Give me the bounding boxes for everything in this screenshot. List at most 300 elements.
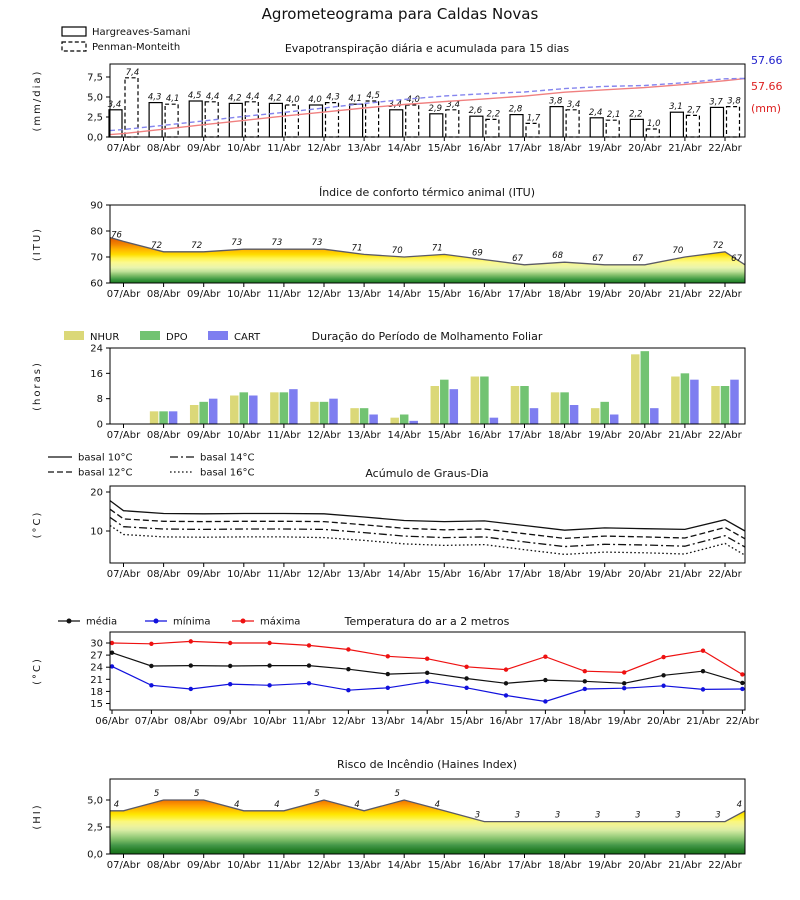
bar <box>369 415 378 425</box>
bar-value-label: 2,2 <box>629 109 643 120</box>
evapo-y-axis-title: (mm/dia) <box>32 69 43 132</box>
x-tick-label: 10/Abr <box>227 143 261 154</box>
legend-swatch <box>62 42 86 51</box>
x-tick-label: 19/Abr <box>587 860 622 871</box>
data-point <box>228 664 232 668</box>
y-tick-label: 90 <box>90 200 103 212</box>
bar <box>727 107 740 137</box>
bar <box>285 105 298 137</box>
legend-swatch <box>62 27 86 36</box>
graus-title: Acúmulo de Graus-Dia <box>365 467 489 480</box>
y-tick-label: 30 <box>90 638 103 650</box>
x-tick-label: 06/Abr <box>95 716 129 727</box>
x-tick-label: 08/Abr <box>146 569 181 580</box>
data-point <box>228 641 232 645</box>
data-point <box>701 687 705 691</box>
legend-marker <box>67 619 72 624</box>
x-tick-label: 15/Abr <box>427 143 462 154</box>
molha-legend <box>64 331 261 343</box>
value-label: 69 <box>471 248 483 259</box>
temp-y-axis-title: (°C) <box>32 657 43 685</box>
right-annotation: 57.66 <box>751 80 783 93</box>
bar <box>591 408 600 424</box>
x-tick-label: 07/Abr <box>106 860 141 871</box>
x-tick-label: 11/Abr <box>267 430 301 441</box>
bar <box>711 107 724 137</box>
data-point <box>425 671 429 675</box>
y-tick-label: 70 <box>90 252 103 264</box>
x-tick-label: 12/Abr <box>307 289 341 300</box>
data-point <box>267 641 271 645</box>
x-tick-label: 19/Abr <box>607 716 641 727</box>
bar <box>390 418 399 424</box>
bar <box>526 123 539 137</box>
y-tick-label: 18 <box>90 686 103 698</box>
y-tick-label: 60 <box>90 278 103 290</box>
x-tick-label: 10/Abr <box>227 860 261 871</box>
data-point <box>504 693 508 697</box>
legend-label: basal 10°C <box>78 452 133 464</box>
bar <box>490 418 499 424</box>
x-tick-label: 21/Abr <box>668 143 702 154</box>
bar-value-label: 2,6 <box>468 106 483 117</box>
bar <box>560 392 569 424</box>
data-point <box>661 673 665 677</box>
bar <box>450 389 459 424</box>
y-tick-label: 2,5 <box>87 822 103 834</box>
x-tick-label: 22/Abr <box>725 716 760 727</box>
x-tick-label: 13/Abr <box>347 860 381 871</box>
value-label: 3 <box>715 810 721 821</box>
legend-label: CART <box>234 332 261 343</box>
bar <box>350 408 359 424</box>
x-tick-label: 18/Abr <box>568 716 602 727</box>
bar-value-label: 1,7 <box>526 113 541 124</box>
x-tick-label: 13/Abr <box>347 569 381 580</box>
bar-value-label: 4,3 <box>147 92 162 103</box>
legend-swatch <box>208 331 228 340</box>
bar-value-label: 3,4 <box>446 99 461 110</box>
legend-marker <box>154 619 159 624</box>
bar <box>169 411 178 424</box>
bar <box>510 115 523 137</box>
y-tick-label: 0 <box>96 419 103 431</box>
x-tick-label: 17/Abr <box>507 860 542 871</box>
x-tick-label: 17/Abr <box>507 430 542 441</box>
data-point <box>622 686 626 690</box>
bar <box>610 415 619 425</box>
haines-area <box>110 800 745 854</box>
molha-title: Duração do Período de Molhamento Foliar <box>311 330 543 343</box>
itu-x-axis <box>107 283 743 300</box>
bar-value-label: 2,1 <box>606 110 621 121</box>
temp-legend <box>58 616 300 628</box>
x-tick-label: 10/Abr <box>227 430 261 441</box>
molha-y-axis-title: (horas) <box>32 361 43 411</box>
bar <box>150 411 159 424</box>
x-tick-label: 22/Abr <box>708 430 742 441</box>
x-tick-label: 11/Abr <box>267 143 301 154</box>
x-tick-label: 18/Abr <box>547 430 582 441</box>
x-tick-label: 15/Abr <box>427 430 462 441</box>
value-label: 5 <box>193 789 200 799</box>
bar-value-label: 2,2 <box>486 109 501 120</box>
value-label: 5 <box>314 789 320 799</box>
bar <box>641 351 650 424</box>
value-label: 67 <box>592 253 604 264</box>
data-point <box>307 681 311 685</box>
bar <box>630 119 643 137</box>
molha-x-axis <box>107 424 743 441</box>
haines-y-axis-title: (HI) <box>32 803 43 830</box>
molha-series-NHUR <box>150 354 720 424</box>
bar <box>289 389 298 424</box>
legend-label: NHUR <box>90 332 120 343</box>
x-tick-label: 07/Abr <box>106 430 141 441</box>
data-point <box>583 687 587 691</box>
x-tick-label: 21/Abr <box>668 569 702 580</box>
bar-value-label: 3,7 <box>709 97 723 108</box>
data-point <box>149 683 153 687</box>
temp-title: Temperatura do ar a 2 metros <box>344 615 510 628</box>
value-label: 4 <box>234 799 240 810</box>
data-point <box>189 687 193 691</box>
bar <box>149 103 162 137</box>
x-tick-label: 14/Abr <box>387 569 421 580</box>
bar <box>470 116 483 137</box>
bar <box>269 103 282 137</box>
panel-evapo <box>32 27 783 154</box>
bar <box>431 386 440 424</box>
x-tick-label: 17/Abr <box>507 569 542 580</box>
y-tick-label: 8 <box>96 394 103 406</box>
legend-label: mínima <box>173 616 211 628</box>
y-tick-label: 16 <box>90 368 103 380</box>
bar <box>329 399 338 424</box>
value-label: 68 <box>552 251 564 262</box>
bar <box>486 119 499 137</box>
x-tick-label: 18/Abr <box>547 569 582 580</box>
legend-label: DPO <box>166 332 188 343</box>
itu-y-axis <box>90 201 110 290</box>
bar <box>671 377 680 425</box>
bar-value-label: 4,0 <box>406 95 420 105</box>
bar-value-label: 3,8 <box>548 96 563 107</box>
bar-value-label: 4,1 <box>348 94 362 105</box>
value-label: 67 <box>512 253 523 264</box>
bar <box>280 392 289 424</box>
graus-y-axis-title: (°C) <box>32 510 43 539</box>
data-point <box>386 672 390 676</box>
bar-value-label: 3,4 <box>107 99 122 110</box>
x-tick-label: 09/Abr <box>213 716 247 727</box>
bar-value-label: 2,9 <box>428 103 443 114</box>
bar <box>159 411 168 424</box>
bar <box>230 396 239 425</box>
bar <box>390 110 403 137</box>
x-tick-label: 19/Abr <box>587 569 622 580</box>
x-tick-label: 16/Abr <box>489 716 523 727</box>
y-tick-label: 24 <box>90 662 103 674</box>
panel-molha <box>32 330 745 441</box>
x-tick-label: 16/Abr <box>467 289 502 300</box>
value-label: 71 <box>431 243 443 254</box>
x-tick-label: 13/Abr <box>371 716 405 727</box>
x-tick-label: 10/Abr <box>227 289 261 300</box>
bar <box>471 377 480 425</box>
haines-title: Risco de Incêndio (Haines Index) <box>336 758 518 771</box>
bar-value-label: 4,2 <box>228 93 242 104</box>
itu-title: Índice de conforto térmico animal (ITU) <box>318 186 536 199</box>
x-tick-label: 08/Abr <box>146 430 181 441</box>
bar-value-label: 3,4 <box>566 99 581 110</box>
legend-label: Penman-Monteith <box>92 42 181 53</box>
legend-swatch <box>140 331 160 340</box>
bar-value-label: 3,8 <box>727 96 741 107</box>
haines-y-axis <box>87 796 110 861</box>
x-tick-label: 12/Abr <box>307 430 341 441</box>
x-tick-label: 22/Abr <box>708 860 742 871</box>
bar <box>606 120 619 137</box>
bar <box>520 386 529 424</box>
x-tick-label: 22/Abr <box>708 143 742 154</box>
data-point <box>701 648 705 652</box>
bar-value-label: 4,1 <box>165 94 180 105</box>
y-tick-label: 7,5 <box>87 72 103 84</box>
x-tick-label: 11/Abr <box>267 569 301 580</box>
y-tick-label: 27 <box>90 650 103 662</box>
value-label: 70 <box>672 246 684 256</box>
x-tick-label: 12/Abr <box>307 860 341 871</box>
figure-title: Agrometeograma para Caldas Novas <box>261 5 539 23</box>
bar <box>440 380 449 424</box>
bar <box>270 392 279 424</box>
bar <box>550 107 563 137</box>
value-label: 4 <box>354 799 360 810</box>
temp-x-axis <box>95 710 760 727</box>
data-point <box>149 664 153 668</box>
x-tick-label: 13/Abr <box>347 289 381 300</box>
data-point <box>228 682 232 686</box>
value-label: 72 <box>712 240 724 251</box>
molha-series-DPO <box>159 351 729 424</box>
bar <box>681 373 690 424</box>
y-tick-label: 2,5 <box>87 112 103 124</box>
panel-temp <box>32 615 760 727</box>
data-point <box>307 643 311 647</box>
right-annotation: 57.66 <box>751 54 783 67</box>
value-label: 4 <box>736 799 742 810</box>
data-point <box>267 683 271 687</box>
bar <box>209 399 218 424</box>
x-tick-label: 08/Abr <box>146 860 181 871</box>
bar <box>249 396 257 425</box>
x-tick-label: 14/Abr <box>410 716 444 727</box>
y-tick-label: 10 <box>90 526 103 538</box>
data-point <box>464 676 468 680</box>
x-tick-label: 12/Abr <box>307 569 341 580</box>
bar <box>590 118 603 137</box>
data-point <box>464 665 468 669</box>
x-tick-label: 15/Abr <box>427 289 462 300</box>
value-label: 5 <box>394 789 400 799</box>
data-point <box>661 684 665 688</box>
value-label: 3 <box>594 810 601 821</box>
bar <box>670 112 683 137</box>
x-tick-label: 07/Abr <box>134 716 169 727</box>
x-tick-label: 19/Abr <box>587 430 622 441</box>
bar <box>189 101 202 137</box>
x-tick-label: 09/Abr <box>186 430 221 441</box>
data-point <box>543 655 547 659</box>
bar-value-label: 2,8 <box>508 104 523 115</box>
x-tick-label: 14/Abr <box>387 860 421 871</box>
bar <box>646 129 659 137</box>
evapo-y-axis <box>87 73 110 144</box>
bar <box>199 402 208 424</box>
value-label: 72 <box>151 240 163 251</box>
data-point <box>425 657 429 661</box>
x-tick-label: 20/Abr <box>628 143 662 154</box>
value-label: 76 <box>111 230 122 241</box>
x-tick-label: 22/Abr <box>708 289 742 300</box>
x-tick-label: 10/Abr <box>252 716 287 727</box>
x-tick-label: 21/Abr <box>668 860 702 871</box>
bar <box>430 114 443 137</box>
temp-series-mínima <box>110 664 745 703</box>
bar <box>165 104 178 137</box>
y-tick-label: 20 <box>90 487 103 499</box>
data-point <box>504 681 508 685</box>
y-tick-label: 0,0 <box>87 132 103 144</box>
data-point <box>425 680 429 684</box>
x-tick-label: 20/Abr <box>628 430 662 441</box>
x-tick-label: 15/Abr <box>427 860 462 871</box>
x-tick-label: 16/Abr <box>467 569 502 580</box>
bar <box>530 408 539 424</box>
data-point <box>583 679 587 683</box>
value-label: 67 <box>632 253 644 264</box>
evapo-x-axis <box>107 137 743 154</box>
itu-area <box>110 238 745 284</box>
x-tick-label: 20/Abr <box>628 860 662 871</box>
x-tick-label: 14/Abr <box>387 430 421 441</box>
x-tick-label: 08/Abr <box>146 143 181 154</box>
itu-y-axis-title: (ITU) <box>32 226 43 262</box>
legend-label: basal 12°C <box>78 467 133 479</box>
data-point <box>346 688 350 692</box>
value-label: 72 <box>191 240 203 251</box>
value-label: 73 <box>271 238 283 249</box>
data-point <box>504 667 508 671</box>
data-point <box>701 669 705 673</box>
molha-series-CART <box>169 380 739 424</box>
x-tick-label: 12/Abr <box>307 143 341 154</box>
data-point <box>307 663 311 667</box>
x-tick-label: 13/Abr <box>347 143 381 154</box>
evapo-legend <box>62 27 190 53</box>
legend-swatch <box>64 331 84 340</box>
bar <box>566 110 579 137</box>
x-tick-label: 07/Abr <box>106 289 141 300</box>
bar-value-label: 2,4 <box>588 107 603 118</box>
graus-frame <box>110 486 745 563</box>
bar-value-label: 3,4 <box>388 99 402 110</box>
value-label: 67 <box>731 253 742 264</box>
x-tick-label: 09/Abr <box>186 569 221 580</box>
x-tick-label: 18/Abr <box>547 289 582 300</box>
bar <box>600 402 609 424</box>
bar <box>631 354 640 424</box>
bar-value-label: 4,4 <box>246 91 260 102</box>
value-label: 4 <box>434 799 441 810</box>
data-point <box>346 667 350 671</box>
bar <box>446 110 459 137</box>
y-tick-label: 21 <box>90 674 103 686</box>
evapo-title: Evapotranspiração diária e acumulada para 15 dias <box>284 42 570 55</box>
molha-y-axis <box>90 344 110 431</box>
legend-label: Hargreaves-Samani <box>92 27 191 38</box>
graus-y-axis <box>90 488 110 538</box>
x-tick-label: 20/Abr <box>628 289 662 300</box>
panel-itu <box>32 186 745 300</box>
value-label: 3 <box>474 810 481 821</box>
bar-value-label: 4,4 <box>205 91 220 102</box>
bar <box>551 392 560 424</box>
right-annotation: (mm) <box>751 102 782 115</box>
data-point <box>740 672 744 676</box>
bar <box>690 380 699 424</box>
x-tick-label: 08/Abr <box>146 289 181 300</box>
value-label: 5 <box>153 789 160 799</box>
bar-value-label: 7,4 <box>125 67 140 78</box>
bar <box>730 380 739 424</box>
data-point <box>622 681 626 685</box>
bar-value-label: 3,1 <box>669 102 683 113</box>
value-label: 3 <box>514 810 521 821</box>
x-tick-label: 22/Abr <box>708 569 742 580</box>
bar <box>711 386 720 424</box>
data-point <box>543 678 547 682</box>
data-point <box>622 670 626 674</box>
data-point <box>267 663 271 667</box>
value-label: 4 <box>113 799 120 810</box>
x-tick-label: 09/Abr <box>186 143 221 154</box>
panel-graus <box>32 453 745 581</box>
data-point <box>661 655 665 659</box>
x-tick-label: 21/Abr <box>686 716 720 727</box>
x-tick-label: 07/Abr <box>106 143 141 154</box>
x-tick-label: 20/Abr <box>628 569 662 580</box>
graus-legend <box>48 453 254 479</box>
bar <box>721 386 730 424</box>
data-point <box>464 686 468 690</box>
x-tick-label: 07/Abr <box>106 569 141 580</box>
x-tick-label: 09/Abr <box>186 860 221 871</box>
temp-y-axis <box>90 639 110 710</box>
bar-value-label: 4,2 <box>268 93 282 104</box>
graus-line-basal 14°C <box>110 517 745 547</box>
data-point <box>583 669 587 673</box>
x-tick-label: 08/Abr <box>174 716 208 727</box>
x-tick-label: 19/Abr <box>587 143 622 154</box>
x-tick-label: 13/Abr <box>347 430 381 441</box>
legend-label: basal 16°C <box>200 467 255 479</box>
bar-value-label: 4,3 <box>326 92 340 103</box>
x-tick-label: 17/Abr <box>528 716 563 727</box>
bar <box>650 408 659 424</box>
bar <box>480 377 489 425</box>
